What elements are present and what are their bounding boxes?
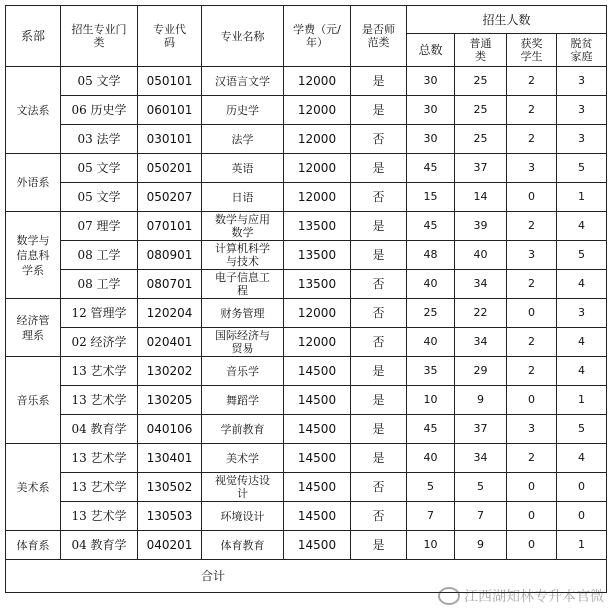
header-fee: 学费（元/年） (284, 6, 351, 67)
total-count: 35 (407, 357, 455, 386)
major-code: 040201 (138, 531, 202, 560)
department-name: 数学与信息科学系 (6, 212, 61, 299)
award-count: 0 (507, 473, 557, 502)
major-name: 环境设计 (202, 502, 284, 531)
major-category: 13 艺术学 (61, 386, 138, 415)
watermark-text: 江西湖知林专升本官微 (464, 589, 604, 605)
major-category: 12 管理学 (61, 299, 138, 328)
major-name: 体育教育 (202, 531, 284, 560)
total-count: 15 (407, 183, 455, 212)
total-count: 30 (407, 67, 455, 96)
total-count: 10 (407, 531, 455, 560)
table-row (6, 473, 607, 502)
department-name: 经济管理系 (6, 299, 61, 357)
header-category: 招生专业门类 (61, 6, 138, 67)
tuition-fee: 12000 (284, 299, 351, 328)
poverty-count: 1 (557, 183, 607, 212)
award-count: 0 (507, 502, 557, 531)
is-normal: 是 (351, 96, 407, 125)
award-count: 2 (507, 357, 557, 386)
is-normal: 是 (351, 67, 407, 96)
watermark (438, 586, 604, 606)
poverty-count: 0 (557, 473, 607, 502)
header-code: 专业代码 (138, 6, 202, 67)
general-count: 25 (455, 67, 507, 96)
general-count: 9 (455, 386, 507, 415)
header-general: 普通类 (455, 34, 507, 67)
major-name: 舞蹈学 (202, 386, 284, 415)
major-category: 08 工学 (61, 241, 138, 270)
is-normal: 否 (351, 473, 407, 502)
award-count: 0 (507, 299, 557, 328)
general-count: 5 (455, 473, 507, 502)
major-category: 13 艺术学 (61, 473, 138, 502)
is-normal: 否 (351, 502, 407, 531)
is-normal: 是 (351, 154, 407, 183)
table-row (6, 67, 607, 96)
table-row (6, 241, 607, 270)
total-count: 45 (407, 415, 455, 444)
is-normal: 否 (351, 270, 407, 299)
department-name: 体育系 (6, 531, 61, 560)
total-count: 7 (407, 502, 455, 531)
tuition-fee: 13500 (284, 241, 351, 270)
header-award: 获奖学生 (507, 34, 557, 67)
total-count: 48 (407, 241, 455, 270)
poverty-count: 3 (557, 299, 607, 328)
tuition-fee: 12000 (284, 125, 351, 154)
department-name: 外语系 (6, 154, 61, 212)
tuition-fee: 12000 (284, 328, 351, 357)
general-count: 34 (455, 270, 507, 299)
general-count: 25 (455, 96, 507, 125)
is-normal: 是 (351, 531, 407, 560)
tuition-fee: 14500 (284, 357, 351, 386)
poverty-count: 0 (557, 502, 607, 531)
table-row (6, 299, 607, 328)
major-code: 130401 (138, 444, 202, 473)
major-code: 050201 (138, 154, 202, 183)
poverty-count: 5 (557, 241, 607, 270)
major-code: 130502 (138, 473, 202, 502)
major-category: 02 经济学 (61, 328, 138, 357)
table-row (6, 270, 607, 299)
total-label: 合计 (6, 560, 607, 593)
is-normal: 否 (351, 125, 407, 154)
table-body (6, 67, 607, 560)
poverty-count: 4 (557, 444, 607, 473)
major-category: 04 教育学 (61, 531, 138, 560)
table-row (6, 502, 607, 531)
header-dept: 系部 (6, 6, 61, 67)
major-name: 美术学 (202, 444, 284, 473)
poverty-count: 5 (557, 154, 607, 183)
general-count: 34 (455, 328, 507, 357)
tuition-fee: 14500 (284, 386, 351, 415)
poverty-count: 1 (557, 386, 607, 415)
poverty-count: 3 (557, 125, 607, 154)
major-category: 05 文学 (61, 183, 138, 212)
enrollment-table-container (5, 5, 607, 593)
general-count: 40 (455, 241, 507, 270)
total-count: 45 (407, 212, 455, 241)
general-count: 25 (455, 125, 507, 154)
is-normal: 是 (351, 212, 407, 241)
major-category: 05 文学 (61, 67, 138, 96)
award-count: 0 (507, 386, 557, 415)
is-normal: 否 (351, 299, 407, 328)
total-count: 25 (407, 299, 455, 328)
header-name: 专业名称 (202, 6, 284, 67)
is-normal: 是 (351, 386, 407, 415)
award-count: 2 (507, 67, 557, 96)
tuition-fee: 14500 (284, 415, 351, 444)
award-count: 2 (507, 444, 557, 473)
general-count: 22 (455, 299, 507, 328)
major-name: 学前教育 (202, 415, 284, 444)
total-count: 5 (407, 473, 455, 502)
enrollment-table (5, 5, 607, 593)
major-name: 视觉传达设计 (202, 473, 284, 502)
poverty-count: 5 (557, 415, 607, 444)
general-count: 37 (455, 415, 507, 444)
major-category: 07 理学 (61, 212, 138, 241)
major-category: 13 艺术学 (61, 357, 138, 386)
header-poverty: 脱贫家庭 (557, 34, 607, 67)
poverty-count: 4 (557, 212, 607, 241)
major-code: 050207 (138, 183, 202, 212)
total-count: 40 (407, 444, 455, 473)
general-count: 14 (455, 183, 507, 212)
major-name: 国际经济与贸易 (202, 328, 284, 357)
tuition-fee: 12000 (284, 183, 351, 212)
table-row (6, 531, 607, 560)
is-normal: 是 (351, 357, 407, 386)
major-name: 日语 (202, 183, 284, 212)
tuition-fee: 12000 (284, 154, 351, 183)
table-row (6, 154, 607, 183)
major-category: 06 历史学 (61, 96, 138, 125)
major-category: 04 教育学 (61, 415, 138, 444)
major-code: 060101 (138, 96, 202, 125)
major-name: 历史学 (202, 96, 284, 125)
general-count: 39 (455, 212, 507, 241)
major-code: 120204 (138, 299, 202, 328)
poverty-count: 1 (557, 531, 607, 560)
department-name: 音乐系 (6, 357, 61, 444)
award-count: 0 (507, 531, 557, 560)
department-name: 文法系 (6, 67, 61, 154)
table-row (6, 415, 607, 444)
tuition-fee: 14500 (284, 444, 351, 473)
major-name: 音乐学 (202, 357, 284, 386)
award-count: 3 (507, 415, 557, 444)
award-count: 2 (507, 125, 557, 154)
award-count: 3 (507, 241, 557, 270)
major-name: 电子信息工程 (202, 270, 284, 299)
major-name: 汉语言文学 (202, 67, 284, 96)
poverty-count: 4 (557, 270, 607, 299)
major-category: 13 艺术学 (61, 444, 138, 473)
tuition-fee: 13500 (284, 270, 351, 299)
header-enroll: 招生人数 (407, 6, 607, 34)
general-count: 37 (455, 154, 507, 183)
general-count: 29 (455, 357, 507, 386)
chat-bubble-icon (438, 587, 460, 605)
general-count: 9 (455, 531, 507, 560)
table-row (6, 444, 607, 473)
poverty-count: 3 (557, 67, 607, 96)
tuition-fee: 13500 (284, 212, 351, 241)
general-count: 34 (455, 444, 507, 473)
major-code: 070101 (138, 212, 202, 241)
table-row (6, 357, 607, 386)
poverty-count: 4 (557, 328, 607, 357)
award-count: 2 (507, 270, 557, 299)
total-count: 40 (407, 328, 455, 357)
major-code: 130205 (138, 386, 202, 415)
poverty-count: 4 (557, 357, 607, 386)
general-count: 7 (455, 502, 507, 531)
major-name: 财务管理 (202, 299, 284, 328)
major-name: 英语 (202, 154, 284, 183)
is-normal: 否 (351, 183, 407, 212)
award-count: 2 (507, 96, 557, 125)
major-code: 130503 (138, 502, 202, 531)
is-normal: 否 (351, 328, 407, 357)
tuition-fee: 14500 (284, 502, 351, 531)
tuition-fee: 14500 (284, 531, 351, 560)
award-count: 2 (507, 212, 557, 241)
tuition-fee: 12000 (284, 96, 351, 125)
major-code: 130202 (138, 357, 202, 386)
header-normal: 是否师范类 (351, 6, 407, 67)
major-code: 020401 (138, 328, 202, 357)
total-count: 45 (407, 154, 455, 183)
is-normal: 是 (351, 241, 407, 270)
header-total: 总数 (407, 34, 455, 67)
total-count: 30 (407, 96, 455, 125)
major-category: 03 法学 (61, 125, 138, 154)
table-row (6, 96, 607, 125)
award-count: 0 (507, 183, 557, 212)
award-count: 3 (507, 154, 557, 183)
total-count: 10 (407, 386, 455, 415)
total-count: 30 (407, 125, 455, 154)
major-name: 计算机科学与技术 (202, 241, 284, 270)
major-name: 法学 (202, 125, 284, 154)
poverty-count: 3 (557, 96, 607, 125)
table-row (6, 328, 607, 357)
table-row (6, 183, 607, 212)
major-name: 数学与应用数学 (202, 212, 284, 241)
table-row (6, 386, 607, 415)
table-row (6, 212, 607, 241)
is-normal: 是 (351, 415, 407, 444)
tuition-fee: 12000 (284, 67, 351, 96)
major-code: 080901 (138, 241, 202, 270)
award-count: 2 (507, 328, 557, 357)
total-count: 40 (407, 270, 455, 299)
table-row (6, 125, 607, 154)
major-category: 13 艺术学 (61, 502, 138, 531)
major-code: 030101 (138, 125, 202, 154)
major-code: 050101 (138, 67, 202, 96)
is-normal: 是 (351, 444, 407, 473)
department-name: 美术系 (6, 444, 61, 531)
tuition-fee: 14500 (284, 473, 351, 502)
major-category: 08 工学 (61, 270, 138, 299)
major-code: 080701 (138, 270, 202, 299)
major-code: 040106 (138, 415, 202, 444)
major-category: 05 文学 (61, 154, 138, 183)
